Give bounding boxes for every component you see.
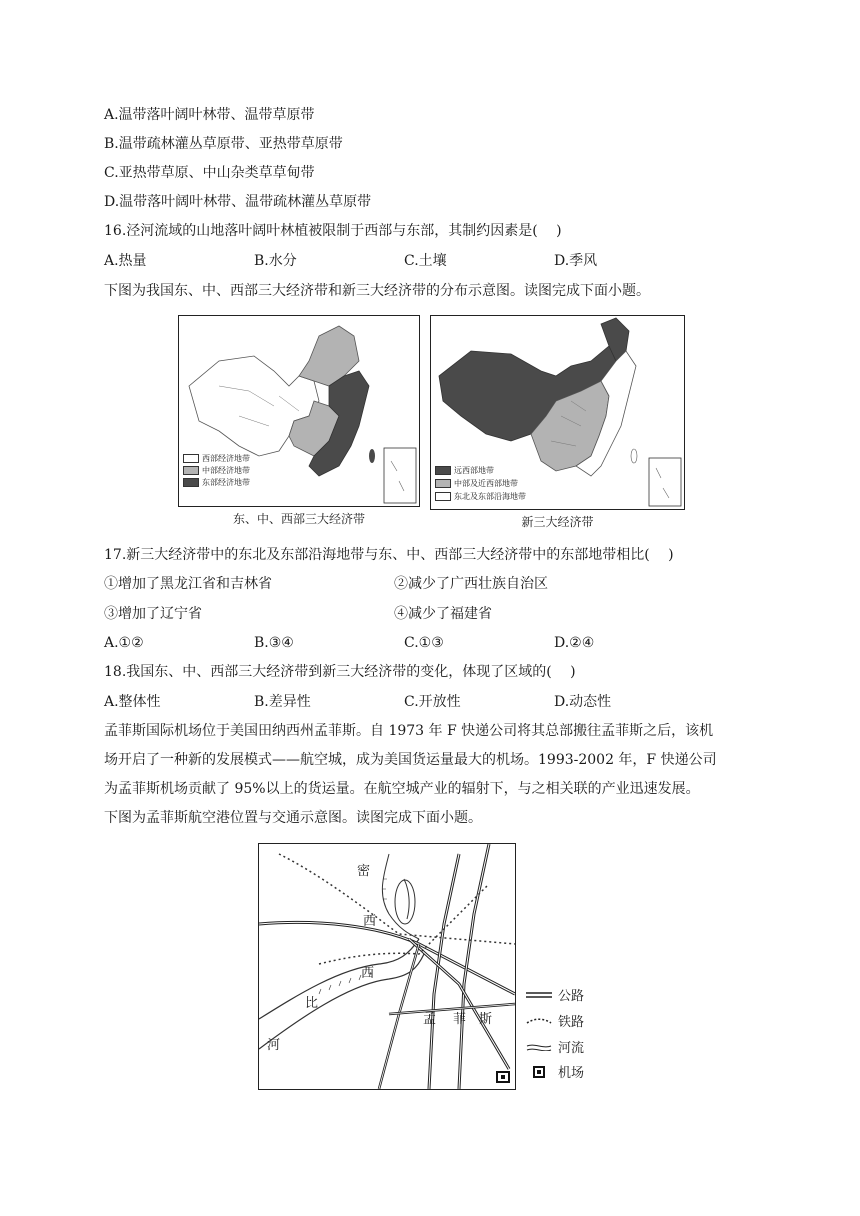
legend-highway: 公路 bbox=[526, 985, 584, 1004]
railway-symbol-icon bbox=[526, 1017, 552, 1025]
q17-statements-row1 bbox=[104, 574, 754, 594]
q16-option-b: B.水分 bbox=[254, 253, 297, 269]
legend-eastern: 东部经济地带 bbox=[183, 477, 250, 488]
q17-option-d: D.②④ bbox=[554, 635, 595, 651]
q17-statement-2: ②减少了广西壮族自治区 bbox=[394, 576, 548, 592]
map-three-economic-belts bbox=[178, 315, 420, 507]
intro-economic-belts: 下图为我国东、中、西部三大经济带和新三大经济带的分布示意图。读图完成下面小题。 bbox=[104, 283, 650, 299]
intro-memphis-line4: 下图为孟菲斯航空港位置与交通示意图。读图完成下面小题。 bbox=[104, 810, 482, 826]
legend-swatch bbox=[183, 478, 199, 487]
intro-memphis-line3: 为孟菲斯机场贡献了 95%以上的货运量。在航空城产业的辐射下，与之相关联的产业迅速发展。 bbox=[104, 781, 700, 797]
memphis-map-graphic bbox=[259, 844, 515, 1089]
q17-option-b: B.③④ bbox=[254, 635, 294, 651]
legend-middle: 中部经济地带 bbox=[183, 465, 250, 476]
q17-statement-1: ①增加了黑龙江省和吉林省 bbox=[104, 576, 272, 592]
q18-option-c: C.开放性 bbox=[404, 694, 461, 710]
legend-swatch bbox=[183, 454, 199, 463]
q16-option-a: A.热量 bbox=[104, 253, 147, 269]
q15-option-a: A.温带落叶阔叶林带、温带草原带 bbox=[104, 107, 315, 123]
airport-symbol-icon bbox=[526, 1066, 552, 1078]
label-si: 斯 bbox=[479, 1012, 493, 1027]
label-mi: 密 bbox=[357, 864, 371, 879]
legend-western: 西部经济地带 bbox=[183, 453, 250, 464]
q16-options bbox=[104, 251, 754, 271]
q18-option-a: A.整体性 bbox=[104, 694, 161, 710]
q18-option-d: D.动态性 bbox=[554, 694, 612, 710]
legend-airport: 机场 bbox=[526, 1062, 584, 1081]
label-fei: 菲 bbox=[453, 1012, 467, 1027]
q16-stem: 16.泾河流域的山地落叶阔叶林植被限制于西部与东部，其制约因素是( ) bbox=[104, 223, 562, 239]
q17-statement-4: ④减少了福建省 bbox=[394, 606, 492, 622]
q17-stem: 17.新三大经济带中的东北及东部沿海地带与东、中、西部三大经济带中的东部地带相比( ) bbox=[104, 547, 674, 563]
map-new-economic-belts bbox=[430, 315, 685, 510]
q15-option-d: D.温带落叶阔叶林带、温带疏林灌丛草原带 bbox=[104, 194, 372, 210]
q17-option-c: C.①③ bbox=[404, 635, 444, 651]
legend-swatch bbox=[435, 492, 451, 501]
legend-swatch bbox=[183, 466, 199, 475]
q18-option-b: B.差异性 bbox=[254, 694, 311, 710]
label-bi: 比 bbox=[305, 996, 319, 1011]
q17-options bbox=[104, 633, 754, 653]
q17-statements-row2 bbox=[104, 604, 754, 624]
legend-swatch bbox=[435, 479, 451, 488]
intro-memphis-line1: 孟菲斯国际机场位于美国田纳西州孟菲斯。自 1973 年 F 快递公司将其总部搬往孟菲斯之后，该机 bbox=[104, 723, 714, 739]
legend-river: 河流 bbox=[526, 1037, 584, 1056]
q18-stem: 18.我国东、中、西部三大经济带到新三大经济带的变化，体现了区域的( ) bbox=[104, 664, 576, 680]
label-xi-1: 西 bbox=[363, 914, 377, 929]
map1-caption: 东、中、西部三大经济带 bbox=[232, 512, 365, 526]
q16-option-c: C.土壤 bbox=[404, 253, 447, 269]
q16-option-d: D.季风 bbox=[554, 253, 598, 269]
label-he: 河 bbox=[267, 1038, 281, 1053]
q15-option-c: C.亚热带草原、中山杂类草草甸带 bbox=[104, 165, 315, 181]
q17-option-a: A.①② bbox=[104, 635, 144, 651]
legend-railway: 铁路 bbox=[526, 1011, 584, 1030]
map-memphis-airport bbox=[258, 843, 516, 1090]
intro-memphis-line2: 场开启了一种新的发展模式——航空城，成为美国货运量最大的机场。1993-2002 年，F 快递公司 bbox=[104, 752, 717, 768]
q18-options bbox=[104, 692, 754, 712]
label-xi-2: 西 bbox=[361, 966, 375, 981]
q15-option-b: B.温带疏林灌丛草原带、亚热带草原带 bbox=[104, 136, 343, 152]
legend-middle-near-west: 中部及近西部地带 bbox=[435, 478, 518, 489]
map2-caption: 新三大经济带 bbox=[521, 515, 594, 529]
label-meng: 孟 bbox=[423, 1012, 437, 1027]
legend-far-west: 远西部地带 bbox=[435, 465, 494, 476]
legend-swatch bbox=[435, 466, 451, 475]
q17-statement-3: ③增加了辽宁省 bbox=[104, 606, 202, 622]
legend-northeast-east-coast: 东北及东部沿海地带 bbox=[435, 491, 526, 502]
river-symbol-icon bbox=[526, 1043, 552, 1051]
highway-symbol-icon bbox=[526, 991, 552, 999]
